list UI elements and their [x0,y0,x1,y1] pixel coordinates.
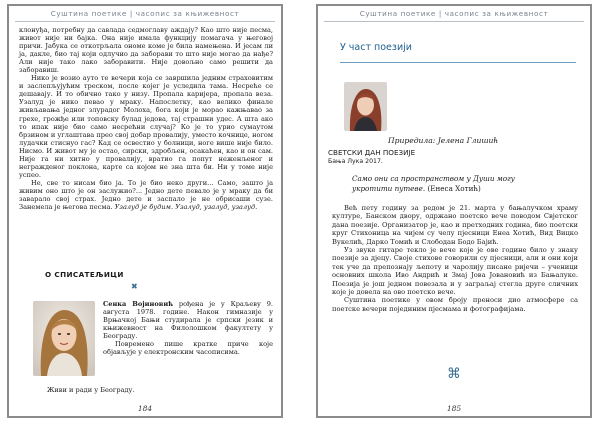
right-page [316,4,592,418]
author-bio-paragraph: Повремено пише кратке приче које објављује у електронским часописима. [103,340,273,357]
article-paragraph: Уз звуке гитаре текло је вече које је ове године било у знаку поезије за дјецу. Своје стихове говорили су пјесници, али и они који тек уче да препознају љепоту и чаролију писане ријечи – ученици основних школа Иво Андрић и Змај Јова Јовановић из Бањалуке. Поезија је још једном повезала и у заграљај стегла друге сличних које је довела на ово поетско вече. [332,246,578,297]
story-paragraph: Нико је возио ауто те вечери која се завршила једним страховитим и заслепљујућим треском, после којег је уследила тама. Несреће се дешавају. И то обично тако у низу. Пропала каријера, пропала веза. Узалуд је нико певао у мраку. Напослетку, као велико финале живљавања једног злурадог Молоха, бога који је морао кажњавао за грехе, грожђе или топовску булад једова, тај страшни удес. А шта ако то ипак није био само несрећни случај? Ко је то урио сумаутом брзином и углаштава прео свој добар провалију, уместо кочнице, ногом лудачки стиснуо гас? Кад се освестио у болници, ноге више није било. Нисмо. И живот му је остао, сирски, здробљен, осакаћен, као и он сам. Није га ни хитно у провалију, вратио га попут неженљеног и негражденог поклона, карте са којом не зна шта би. Ни у томе није успео. [19,74,273,179]
section-title: О СПИСАТЕЉИЦИ [45,270,124,279]
left-page [7,4,283,418]
event-title: СВЕТСКИ ДАН ПОЕЗИЈЕ [328,148,416,157]
story-paragraph [19,179,273,211]
running-header: Суштина поетике | часопис за књижевност [50,9,240,18]
epigraph-line: укротити путеве. [352,183,426,193]
story-paragraph: клонуђа, потребну да савлада седмоглаву аждају? Као што није песма, живот није ни бајка. Она није имала функцију помагача у његовој причи. Јабука се откотрљала ономе коме је била намењена. И јесам ли ја, дакле, био тај који одлучио да заборави то што није могао да нађе? Али није тако лако заборавити. Није довољно само решити да заборавиш. [19,26,273,75]
story-paragraph-text: Не, све то нисам био ја. То је био неко други... Само, зашто ја живим оно што је он заслужио?... Једно дете певало је у мраку да би заварало свој страх. Једно дете и заспало је не обрисаши сузе. Занемела је његова песма. [19,178,273,212]
article-paragraph: Суштина поетике у овом броју преноси дио атмосфере са поетске вечери појединим пјесмама и фотографијама. [332,296,578,313]
author-name: Сенка Војиновић [103,300,174,308]
page-number: 184 [137,404,153,413]
header-divider [324,21,584,22]
page-number: 185 [446,404,462,413]
story-closing-italic: Узалуд је будим. Узалуд, узалуд, узалуд. [114,203,258,212]
author-photo-image [33,301,95,376]
epigraph [352,174,515,193]
author-bio-text: рођена је у Краљеву 9. августа 1978. године. Након гимназије у Врњачкој Бањи студирала је српски језик и књижевност на Филолошком факултету у Београду. [103,300,273,341]
title-divider [340,62,576,63]
author-residence: Живи и ради у Београду. [47,386,135,394]
author-bio [103,300,273,356]
ornament-icon: ⌘ [447,366,461,382]
event-place: Бања Лука 2017. [328,158,383,165]
running-header: Суштина поетике | часопис за књижевност [359,9,549,18]
story-text [19,26,273,211]
article-text [332,204,578,313]
editor-photo-image [344,82,387,131]
editor-credit: Приредила: Јелена Глишић [388,136,499,145]
article-paragraph: Већ пету годину за редом је 21. марта у бањалучком храму културе, Банском двору, одржано поетско вече поводом Свјетског дана поезије. Организатор је, као и претходних година, био поетски круг Стихоница на чијем су челу пјесници Енеа Хотић, Вид Вицко Вукелић, Дарко Томић и Слободан Бодо Бајић. [332,204,578,246]
editor-photo [344,82,387,131]
epigraph-line: Само они са пространством у Души могу [352,174,515,183]
article-title: У част поезији [340,42,412,53]
author-photo [33,301,95,376]
header-divider [15,21,275,22]
epigraph-author: (Енеса Хотић) [427,183,481,193]
ornament-icon: ✖ [131,282,138,291]
